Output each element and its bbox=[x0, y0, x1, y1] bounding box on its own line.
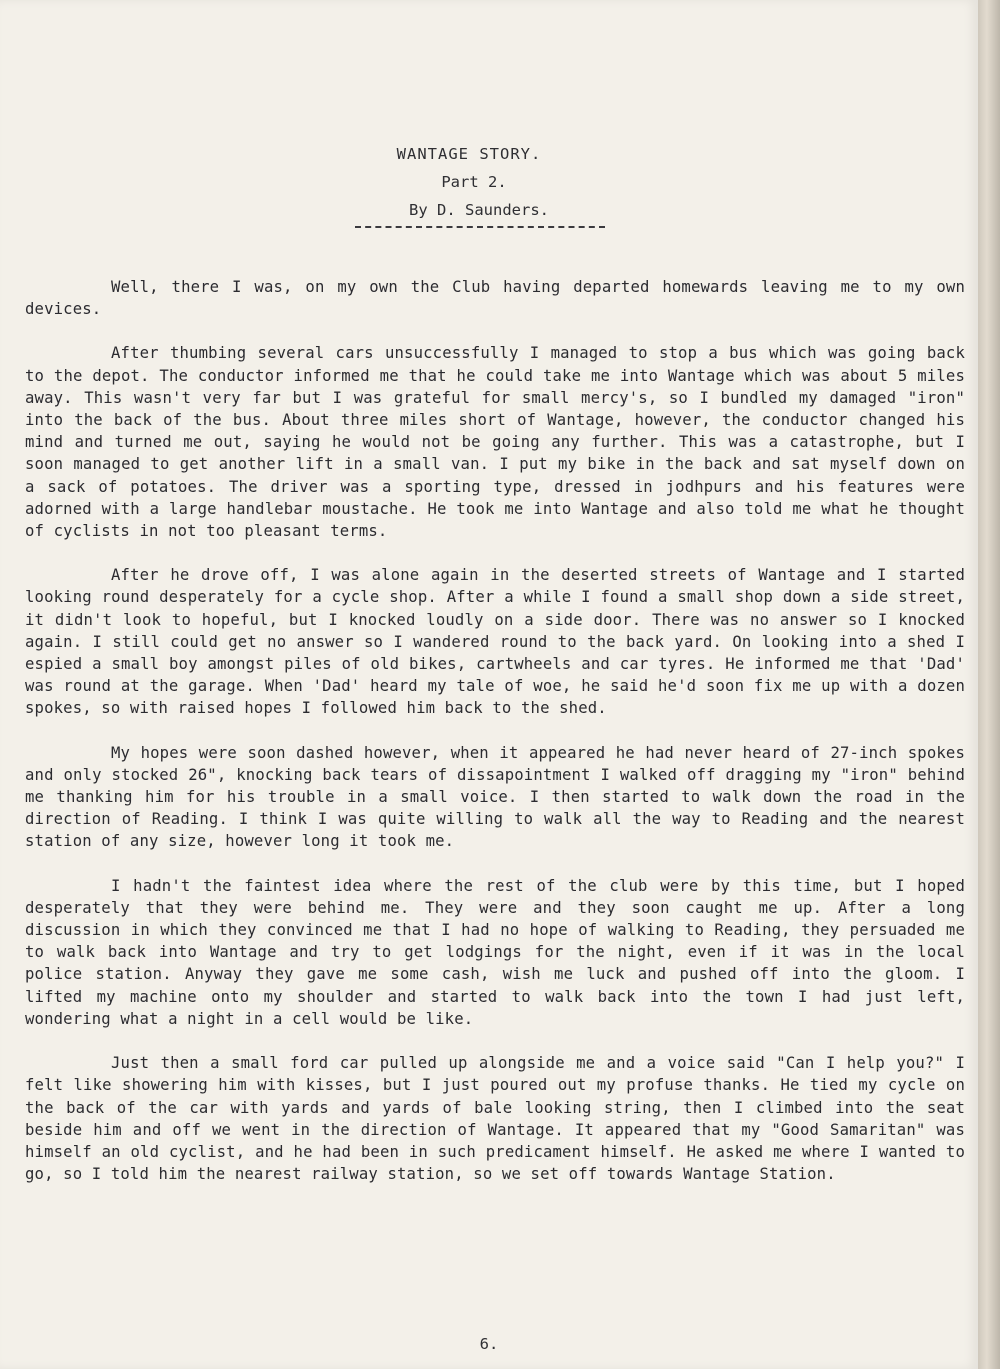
paragraph: Well, there I was, on my own the Club having departed homewards leaving me to my own devices. bbox=[25, 278, 965, 319]
article-part: Part 2. bbox=[441, 173, 507, 191]
article-body bbox=[25, 276, 965, 1207]
next-page-edge bbox=[978, 0, 1000, 1369]
page-number: 6. bbox=[479, 1335, 499, 1353]
article-title: WANTAGE STORY. bbox=[396, 145, 542, 163]
paragraph: Just then a small ford car pulled up alongside me and a voice said "Can I help you?" I felt like showering him with kisses, but I just poured out my profuse thanks. He tied my cycle on the back of the car with yards and yards of bale looking string, then I climbed into the seat beside him and off we went in the direction of Wantage. It appeared that my "Good Samaritan" was himself an old cyclist, and he had been in such predicament himself. He asked me where I wanted to go, so I told him the nearest railway station, so we set off towards Wantage Station. bbox=[25, 1054, 965, 1184]
paragraph: I hadn't the faintest idea where the rest of the club were by this time, but I hoped desperately that they were behind me. They were and they soon caught me up. After a long discussion in which they convinced me that I had no hope of walking to Reading, they persuaded me to walk back into Wantage and try to get lodgings for the night, even if it was in the local police station. Anyway they gave me some cash, wish me luck and pushed off into the gloom. I lifted my machine onto my shoulder and started to walk back into the town I had just left, wondering what a night in a cell would be like. bbox=[25, 876, 965, 1028]
paragraph: My hopes were soon dashed however, when it appeared he had never heard of 27-inch spokes and only stocked 26", knocking back tears of dissapointment I walked off dragging my "iron" behind me thanking him for his trouble in a small voice. I then started to walk down the road in the direction of Reading. I think I was quite willing to walk all the way to Reading and the nearest station of any size, however long it took me. bbox=[25, 743, 965, 851]
article-header bbox=[0, 140, 978, 228]
paragraph: After thumbing several cars unsuccessfully I managed to stop a bus which was going back to the depot. The conductor informed me that he could take me into Wantage which was about 5 miles away. This wasn't very far but I was grateful for small mercy's, so I bundled my damaged "iron" into the back of the bus. About three miles short of Wantage, however, the conductor changed his mind and turned me out, saying he would not be going any further. This was a catastrophe, but I soon managed to get another lift in a small van. I put my bike in the back and sat myself down on a sack of potatoes. The driver was a sporting type, dressed in jodhpurs and his features were adorned with a large handlebar moustache. He took me into Wantage and also told me what he thought of cyclists in not too pleasant terms. bbox=[25, 344, 965, 541]
article-byline: By D. Saunders. bbox=[409, 201, 549, 219]
title-rule bbox=[355, 224, 605, 228]
paragraph: After he drove off, I was alone again in the deserted streets of Wantage and I started looking round desperately for a cycle shop. After a while I found a small shop down a side street, it didn't look to hopeful, but I knocked loudly on a side door. There was no answer so I knocked again. I still could get no answer so I wandered round to the back yard. On looking into a shed I espied a small boy amongst piles of old bikes, cartwheels and car tyres. He informed me that 'Dad' was round at the garage. When 'Dad' heard my tale of woe, he said he'd soon fix me up with a dozen spokes, so with raised hopes I followed him back to the shed. bbox=[25, 566, 965, 718]
